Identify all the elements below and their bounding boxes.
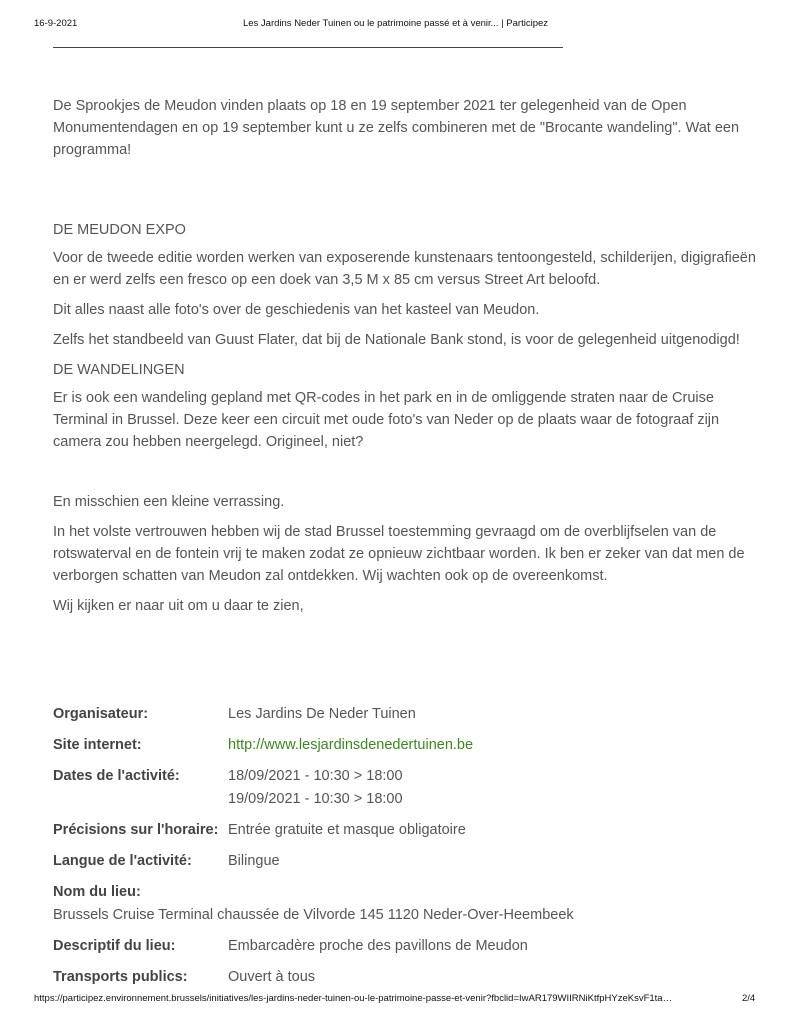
print-page-title: Les Jardins Neder Tuinen ou le patrimoine passé et à venir... | Participez <box>242 18 549 29</box>
info-row-organiser <box>53 703 758 726</box>
walks-heading: DE WANDELINGEN <box>53 362 185 378</box>
venue-label: Nom du lieu: <box>53 884 141 900</box>
separator-line <box>53 47 563 48</box>
expo-paragraph-2: Dit alles naast alle foto's over de geschiedenis van het kasteel van Meudon. <box>53 302 540 318</box>
print-header <box>0 0 791 34</box>
expo-paragraph-3: Zelfs het standbeeld van Guust Flater, dat bij de Nationale Bank stond, is voor de gelegenheid uitgenodigd! <box>53 332 740 348</box>
print-date: 16-9-2021 <box>34 18 78 29</box>
intro-paragraph: De Sprookjes de Meudon vinden plaats op 18 en 19 september 2021 ter gelegenheid van de Open Monumentendagen en op 19 september kunt u ze zelfs combineren met de "Brocante wandeling". Wat een programma! <box>53 98 740 158</box>
organiser-label: Organisateur: <box>53 706 149 722</box>
activity-info-table <box>53 703 758 989</box>
expo-paragraph-1: Voor de tweede editie worden werken van exposerende kunstenaars tentoongesteld, schilderijen, digigrafieën en er werd zelfs een fresco op een doek van 3,5 M x 85 cm versus Street Art beloofd. <box>53 250 756 288</box>
page-number: 2/4 <box>742 993 756 1004</box>
venue-description-label: Descriptif du lieu: <box>53 938 176 954</box>
trust-paragraph: In het volste vertrouwen hebben wij de stad Brussel toestemming gevraagd om de overblijfselen van de rotswaterval en de fontein vrij te maken zodat ze opnieuw zichtbaar worden. Ik ben er zeker van dat men de verborgen schatten van Meudon zal ontdekken. Wij wachten ook op de overeenkomst. <box>53 524 745 584</box>
info-row-transport <box>53 966 758 989</box>
print-url: https://participez.environnement.brussels/initiatives/les-jardins-neder-tuinen-ou-le-patrimoine-passe-et-venir?fbclid=IwAR179WIIRNiKtfpHYzeKsvF1ta… <box>34 993 673 1004</box>
print-footer <box>0 993 791 1013</box>
schedule-label: Précisions sur l'horaire: <box>53 822 219 838</box>
date-2: 19/09/2021 - 10:30 > 18:00 <box>228 791 403 807</box>
transport-value: Ouvert à tous <box>228 969 316 985</box>
dates-label: Dates de l'activité: <box>53 768 180 784</box>
article-body <box>53 95 758 625</box>
info-row-website <box>53 734 758 757</box>
date-1: 18/09/2021 - 10:30 > 18:00 <box>228 768 403 784</box>
walks-paragraph: Er is ook een wandeling gepland met QR-codes in het park en in de omliggende straten naar de Cruise Terminal in Brussel. Deze keer een circuit met oude foto's van Neder op de plaats waar de fotograaf zijn camera zou hebben neergelegd. Origineel, niet? <box>53 390 720 450</box>
info-row-venue <box>53 881 758 927</box>
language-label: Langue de l'activité: <box>53 853 192 869</box>
website-label: Site internet: <box>53 737 142 753</box>
info-row-schedule <box>53 819 758 842</box>
info-row-venue-description <box>53 935 758 958</box>
info-row-language <box>53 850 758 873</box>
organiser-value: Les Jardins De Neder Tuinen <box>228 706 416 722</box>
expo-heading: DE MEUDON EXPO <box>53 222 186 238</box>
venue-description-value: Embarcadère proche des pavillons de Meudon <box>228 938 528 954</box>
closing-paragraph: Wij kijken er naar uit om u daar te zien, <box>53 598 304 614</box>
dates-value <box>228 765 403 811</box>
info-row-dates <box>53 765 758 811</box>
language-value: Bilingue <box>228 853 280 869</box>
transport-label: Transports publics: <box>53 969 188 985</box>
schedule-value: Entrée gratuite et masque obligatoire <box>228 822 466 838</box>
website-link[interactable]: http://www.lesjardinsdenedertuinen.be <box>228 737 474 753</box>
surprise-paragraph: En misschien een kleine verrassing. <box>53 494 285 510</box>
venue-value: Brussels Cruise Terminal chaussée de Vilvorde 145 1120 Neder-Over-Heembeek <box>53 907 574 923</box>
